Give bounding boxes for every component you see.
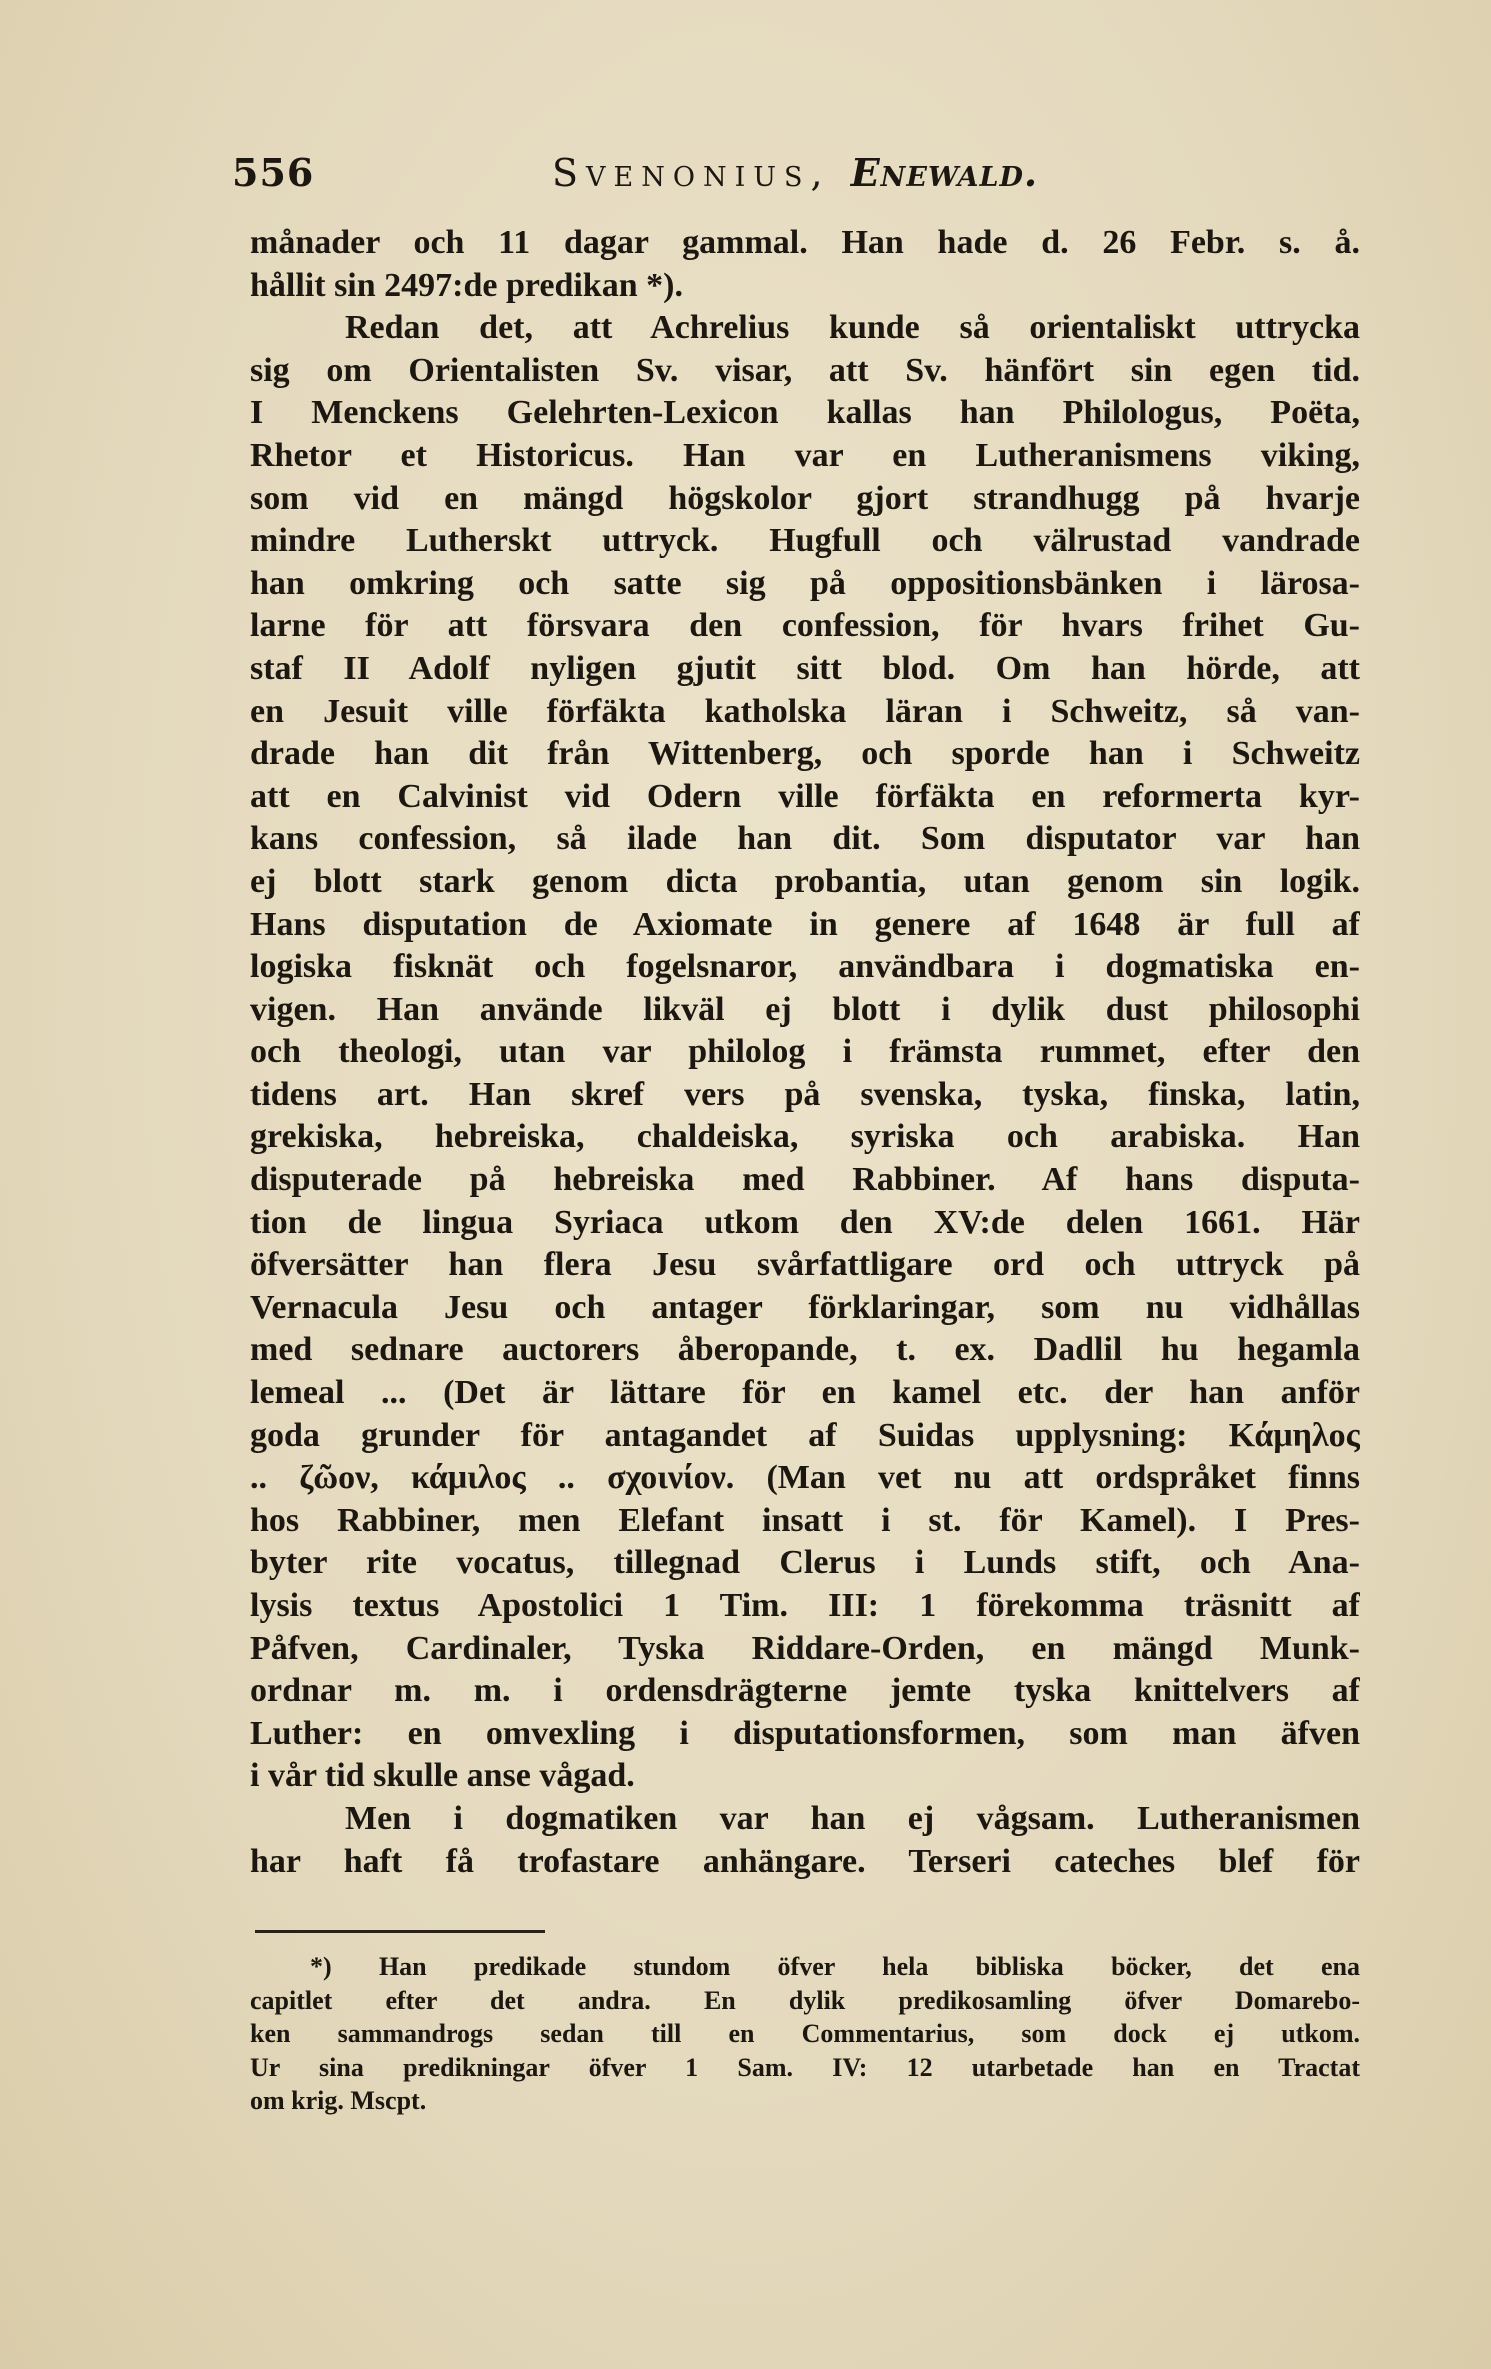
text-line: har haft få trofastare anhängare. Terseri cateches blef för	[250, 1842, 1360, 1880]
text-line: ej blott stark genom dicta probantia, utan genom sin logik.	[250, 862, 1360, 900]
footnote	[250, 1950, 1360, 2118]
text-line: som vid en mängd högskolor gjort strandhugg på hvarje	[250, 479, 1360, 517]
footnote-line: capitlet efter det andra. En dylik predikosamling öfver Domarebo-	[250, 1985, 1360, 2015]
running-head-surname: Svenonius,	[552, 151, 831, 195]
text-line: larne för att försvara den confession, för hvars frihet Gu-	[250, 607, 1360, 645]
text-line: Rhetor et Historicus. Han var en Lutheranismens viking,	[250, 436, 1360, 474]
text-line: i vår tid skulle anse vågad.	[250, 1757, 635, 1795]
text-line: I Menckens Gelehrten-Lexicon kallas han Philologus, Poëta,	[250, 394, 1360, 432]
text-line: vigen. Han använde likväl ej blott i dylik dust philosophi	[250, 990, 1360, 1028]
footnote-line: om krig. Mscpt.	[250, 2086, 427, 2115]
text-line: Men i dogmatiken var han ej vågsam. Lutheranismen	[345, 1799, 1360, 1837]
running-head	[552, 150, 1038, 195]
text-line: hos Rabbiner, men Elefant insatt i st. för Kamel). I Pres-	[250, 1501, 1360, 1539]
text-line: Vernacula Jesu och antager förklaringar, som nu vidhållas	[250, 1288, 1360, 1326]
text-line: en Jesuit ville förfäkta katholska läran i Schweitz, så van-	[250, 692, 1360, 730]
text-line: grekiska, hebreiska, chaldeiska, syriska och arabiska. Han	[250, 1118, 1360, 1156]
text-line: logiska fisknät och fogelsnaror, användbara i dogmatiska en-	[250, 948, 1360, 986]
text-line: Påfven, Cardinaler, Tyska Riddare-Orden, en mängd Munk-	[250, 1629, 1360, 1667]
footnote-line: ken sammandrogs sedan till en Commentarius, som dock ej utkom.	[250, 2019, 1360, 2048]
text-line: att en Calvinist vid Odern ville förfäkta en reformerta kyr-	[250, 777, 1360, 815]
text-line: byter rite vocatus, tillegnad Clerus i Lunds stift, och Ana-	[250, 1544, 1360, 1582]
text-line: med sednare auctorers åberopande, t. ex. Dadlil hu hegamla	[250, 1331, 1360, 1369]
text-line: han omkring och satte sig på oppositionsbänken i lärosa-	[250, 564, 1360, 602]
text-line: disputerade på hebreiska med Rabbiner. Af hans disputa-	[250, 1161, 1360, 1199]
text-line: Luther: en omvexling i disputationsformen, som man äfven	[250, 1714, 1360, 1752]
text-line: staf II Adolf nyligen gjutit sitt blod. Om han hörde, att	[250, 649, 1360, 687]
main-text	[250, 222, 1360, 1883]
text-line: hållit sin 2497:de predikan *).	[250, 266, 683, 304]
text-line: månader och 11 dagar gammal. Han hade d. 26 Febr. s. å.	[250, 224, 1360, 261]
text-line: lysis textus Apostolici 1 Tim. III: 1 förekomma träsnitt af	[250, 1587, 1360, 1624]
text-line: .. ζῶον, κάμιλος .. σχοινίον. (Man vet nu att ordspråket finns	[250, 1459, 1360, 1497]
footnote-line: *) Han predikade stundom öfver hela bibliska böcker, det ena	[310, 1952, 1360, 1981]
text-line: goda grunder för antagandet af Suidas upplysning: Κάμηλος	[250, 1416, 1360, 1454]
text-line: mindre Lutherskt uttryck. Hugfull och välrustad vandrade	[250, 522, 1360, 560]
text-line: tidens art. Han skref vers på svenska, tyska, finska, latin,	[250, 1075, 1360, 1113]
text-line: Hans disputation de Axiomate in genere af 1648 är full af	[250, 905, 1360, 943]
text-line: sig om Orientalisten Sv. visar, att Sv. hänfört sin egen tid.	[250, 351, 1360, 389]
page-number: 556	[232, 150, 315, 195]
page-header	[232, 150, 1362, 200]
text-line: och theologi, utan var philolog i främsta rummet, efter den	[250, 1033, 1360, 1071]
text-line: Redan det, att Achrelius kunde så orientaliskt uttrycka	[345, 309, 1360, 347]
footnote-divider	[255, 1930, 545, 1933]
text-line: öfversätter han flera Jesu svårfattligare ord och uttryck på	[250, 1246, 1360, 1284]
running-head-name: Enewald.	[850, 150, 1039, 195]
text-line: drade han dit från Wittenberg, och sporde han i Schweitz	[250, 735, 1360, 773]
text-line: ordnar m. m. i ordensdrägterne jemte tyska knittelvers af	[250, 1672, 1360, 1710]
text-line: tion de lingua Syriaca utkom den XV:de delen 1661. Här	[250, 1203, 1360, 1241]
footnote-line: Ur sina predikningar öfver 1 Sam. IV: 12 utarbetade han en Tractat	[250, 2052, 1360, 2082]
text-line: lemeal ... (Det är lättare för en kamel etc. der han anför	[250, 1374, 1360, 1412]
text-line: kans confession, så ilade han dit. Som disputator var han	[250, 820, 1360, 858]
